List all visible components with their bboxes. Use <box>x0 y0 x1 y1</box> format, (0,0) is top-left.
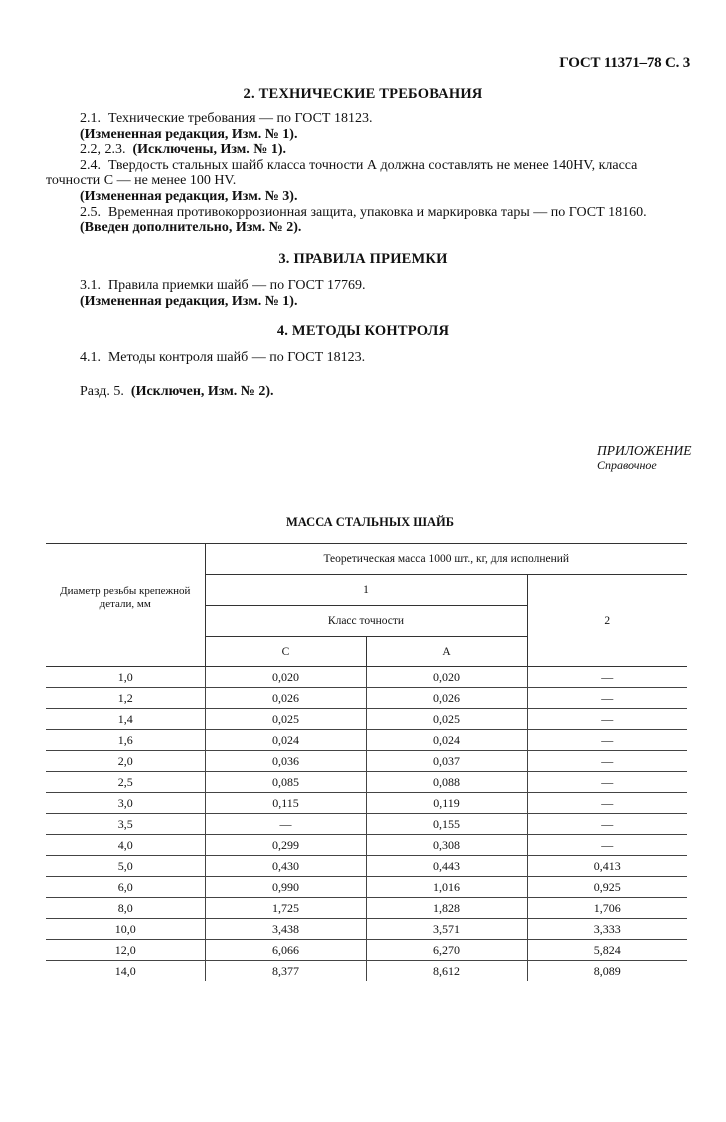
table-row <box>46 772 687 793</box>
cell-mass-class-a: 0,443 <box>366 856 527 877</box>
cell-diameter: 2,0 <box>46 751 205 772</box>
cell-mass-class-c: 0,025 <box>205 709 366 730</box>
cell-mass-class-a: 0,155 <box>366 814 527 835</box>
cell-mass-variant-2: 0,925 <box>527 877 687 898</box>
section-3-title: 3. ПРАВИЛА ПРИЕМКИ <box>278 251 448 267</box>
cell-mass-variant-2: 5,824 <box>527 940 687 961</box>
table-row <box>46 961 687 982</box>
table-title: МАССА СТАЛЬНЫХ ШАЙБ <box>285 515 455 529</box>
cell-mass-class-a: 0,037 <box>366 751 527 772</box>
clause-number: 3.1. <box>80 278 101 293</box>
clause-2-4 <box>80 158 637 174</box>
cell-mass-variant-2: — <box>527 835 687 856</box>
cell-mass-class-c: 0,020 <box>205 667 366 688</box>
clause-text: Твердость стальных шайб класса точности А должна составлять не менее 140HV, класса <box>108 158 638 173</box>
cell-mass-variant-2: — <box>527 772 687 793</box>
cell-diameter: 1,4 <box>46 709 205 730</box>
running-header: ГОСТ 11371–78 С. 3 <box>559 55 690 71</box>
clause-4-1 <box>80 350 365 366</box>
amendment-note: (Исключены, Изм. № 1). <box>132 142 287 157</box>
cell-mass-class-a: 1,828 <box>366 898 527 919</box>
table-row <box>46 751 687 772</box>
cell-mass-class-c: 0,430 <box>205 856 366 877</box>
cell-mass-variant-2: — <box>527 793 687 814</box>
header-variant-1: 1 <box>205 575 527 606</box>
clause-2-4-continuation: точности С — не менее 100 HV. <box>46 173 237 188</box>
cell-mass-class-c: 6,066 <box>205 940 366 961</box>
cell-mass-variant-2: — <box>527 730 687 751</box>
cell-mass-class-c: 1,725 <box>205 898 366 919</box>
header-accuracy-class: Класс точности <box>205 606 527 637</box>
cell-mass-variant-2: — <box>527 751 687 772</box>
cell-mass-variant-2: 8,089 <box>527 961 687 982</box>
cell-mass-variant-2: 3,333 <box>527 919 687 940</box>
amendment-note: (Измененная редакция, Изм. № 1). <box>80 127 298 142</box>
table-row <box>46 688 687 709</box>
table-row <box>46 940 687 961</box>
cell-mass-class-c: 3,438 <box>205 919 366 940</box>
cell-mass-class-a: 0,308 <box>366 835 527 856</box>
cell-mass-class-a: 3,571 <box>366 919 527 940</box>
table-row <box>46 667 687 688</box>
table-row <box>46 709 687 730</box>
cell-diameter: 3,0 <box>46 793 205 814</box>
cell-diameter: 3,5 <box>46 814 205 835</box>
table-row <box>46 730 687 751</box>
amendment-note: (Введен дополнительно, Изм. № 2). <box>80 220 302 235</box>
cell-mass-class-c: — <box>205 814 366 835</box>
header-class-a: А <box>366 637 527 667</box>
cell-diameter: 2,5 <box>46 772 205 793</box>
cell-diameter: 6,0 <box>46 877 205 898</box>
clause-text: Временная противокоррозионная защита, упаковка и маркировка тары — по ГОСТ 18160. <box>108 205 647 220</box>
cell-diameter: 12,0 <box>46 940 205 961</box>
cell-mass-class-a: 0,025 <box>366 709 527 730</box>
cell-mass-variant-2: — <box>527 709 687 730</box>
cell-mass-class-c: 0,990 <box>205 877 366 898</box>
cell-mass-variant-2: — <box>527 688 687 709</box>
clause-text: Методы контроля шайб — по ГОСТ 18123. <box>108 350 366 365</box>
cell-diameter: 1,6 <box>46 730 205 751</box>
cell-diameter: 5,0 <box>46 856 205 877</box>
header-mass-group: Теоретическая масса 1000 шт., кг, для исполнений <box>205 544 687 575</box>
cell-mass-class-a: 0,024 <box>366 730 527 751</box>
cell-diameter: 1,2 <box>46 688 205 709</box>
cell-mass-variant-2: — <box>527 814 687 835</box>
cell-mass-variant-2: 0,413 <box>527 856 687 877</box>
clause-number: 2.4. <box>80 158 101 173</box>
cell-mass-variant-2: 1,706 <box>527 898 687 919</box>
appendix-subtitle: Справочное <box>597 458 657 472</box>
cell-mass-variant-2: — <box>527 667 687 688</box>
table-row <box>46 814 687 835</box>
amendment-note: (Исключен, Изм. № 2). <box>130 384 274 399</box>
cell-mass-class-a: 8,612 <box>366 961 527 982</box>
cell-mass-class-a: 0,020 <box>366 667 527 688</box>
cell-diameter: 8,0 <box>46 898 205 919</box>
header-class-c: С <box>205 637 366 667</box>
steel-washer-mass-table <box>46 543 687 981</box>
cell-mass-class-a: 1,016 <box>366 877 527 898</box>
amendment-note: (Измененная редакция, Изм. № 1). <box>80 294 298 309</box>
clause-2-5 <box>80 205 647 221</box>
table-row <box>46 793 687 814</box>
table-row <box>46 898 687 919</box>
cell-diameter: 1,0 <box>46 667 205 688</box>
clause-text: Технические требования — по ГОСТ 18123. <box>108 111 373 126</box>
cell-mass-class-c: 8,377 <box>205 961 366 982</box>
header-diameter: Диаметр резьбы крепежной детали, мм <box>46 544 205 667</box>
clause-number: 2.2, 2.3. <box>80 142 126 157</box>
cell-mass-class-c: 0,036 <box>205 751 366 772</box>
cell-mass-class-a: 6,270 <box>366 940 527 961</box>
table-row <box>46 877 687 898</box>
appendix-title: ПРИЛОЖЕНИЕ <box>597 443 692 458</box>
amendment-note: (Измененная редакция, Изм. № 3). <box>80 189 298 204</box>
cell-mass-class-a: 0,119 <box>366 793 527 814</box>
cell-diameter: 4,0 <box>46 835 205 856</box>
cell-diameter: 14,0 <box>46 961 205 982</box>
cell-mass-class-c: 0,024 <box>205 730 366 751</box>
section-4-title: 4. МЕТОДЫ КОНТРОЛЯ <box>276 323 450 339</box>
table-row <box>46 919 687 940</box>
section-5-excluded <box>80 384 274 400</box>
clause-2-1 <box>80 111 372 127</box>
cell-mass-class-c: 0,115 <box>205 793 366 814</box>
section-5-prefix: Разд. 5. <box>80 384 124 399</box>
section-2-title: 2. ТЕХНИЧЕСКИЕ ТРЕБОВАНИЯ <box>243 86 483 102</box>
cell-mass-class-c: 0,299 <box>205 835 366 856</box>
clause-number: 4.1. <box>80 350 101 365</box>
header-variant-2: 2 <box>527 575 687 667</box>
clause-3-1 <box>80 278 366 294</box>
clause-number: 2.1. <box>80 111 101 126</box>
clause-2-2-2-3 <box>80 142 286 158</box>
cell-mass-class-c: 0,085 <box>205 772 366 793</box>
table-row <box>46 856 687 877</box>
cell-mass-class-a: 0,026 <box>366 688 527 709</box>
cell-diameter: 10,0 <box>46 919 205 940</box>
clause-number: 2.5. <box>80 205 101 220</box>
cell-mass-class-c: 0,026 <box>205 688 366 709</box>
clause-text: Правила приемки шайб — по ГОСТ 17769. <box>108 278 366 293</box>
cell-mass-class-a: 0,088 <box>366 772 527 793</box>
table-row <box>46 835 687 856</box>
